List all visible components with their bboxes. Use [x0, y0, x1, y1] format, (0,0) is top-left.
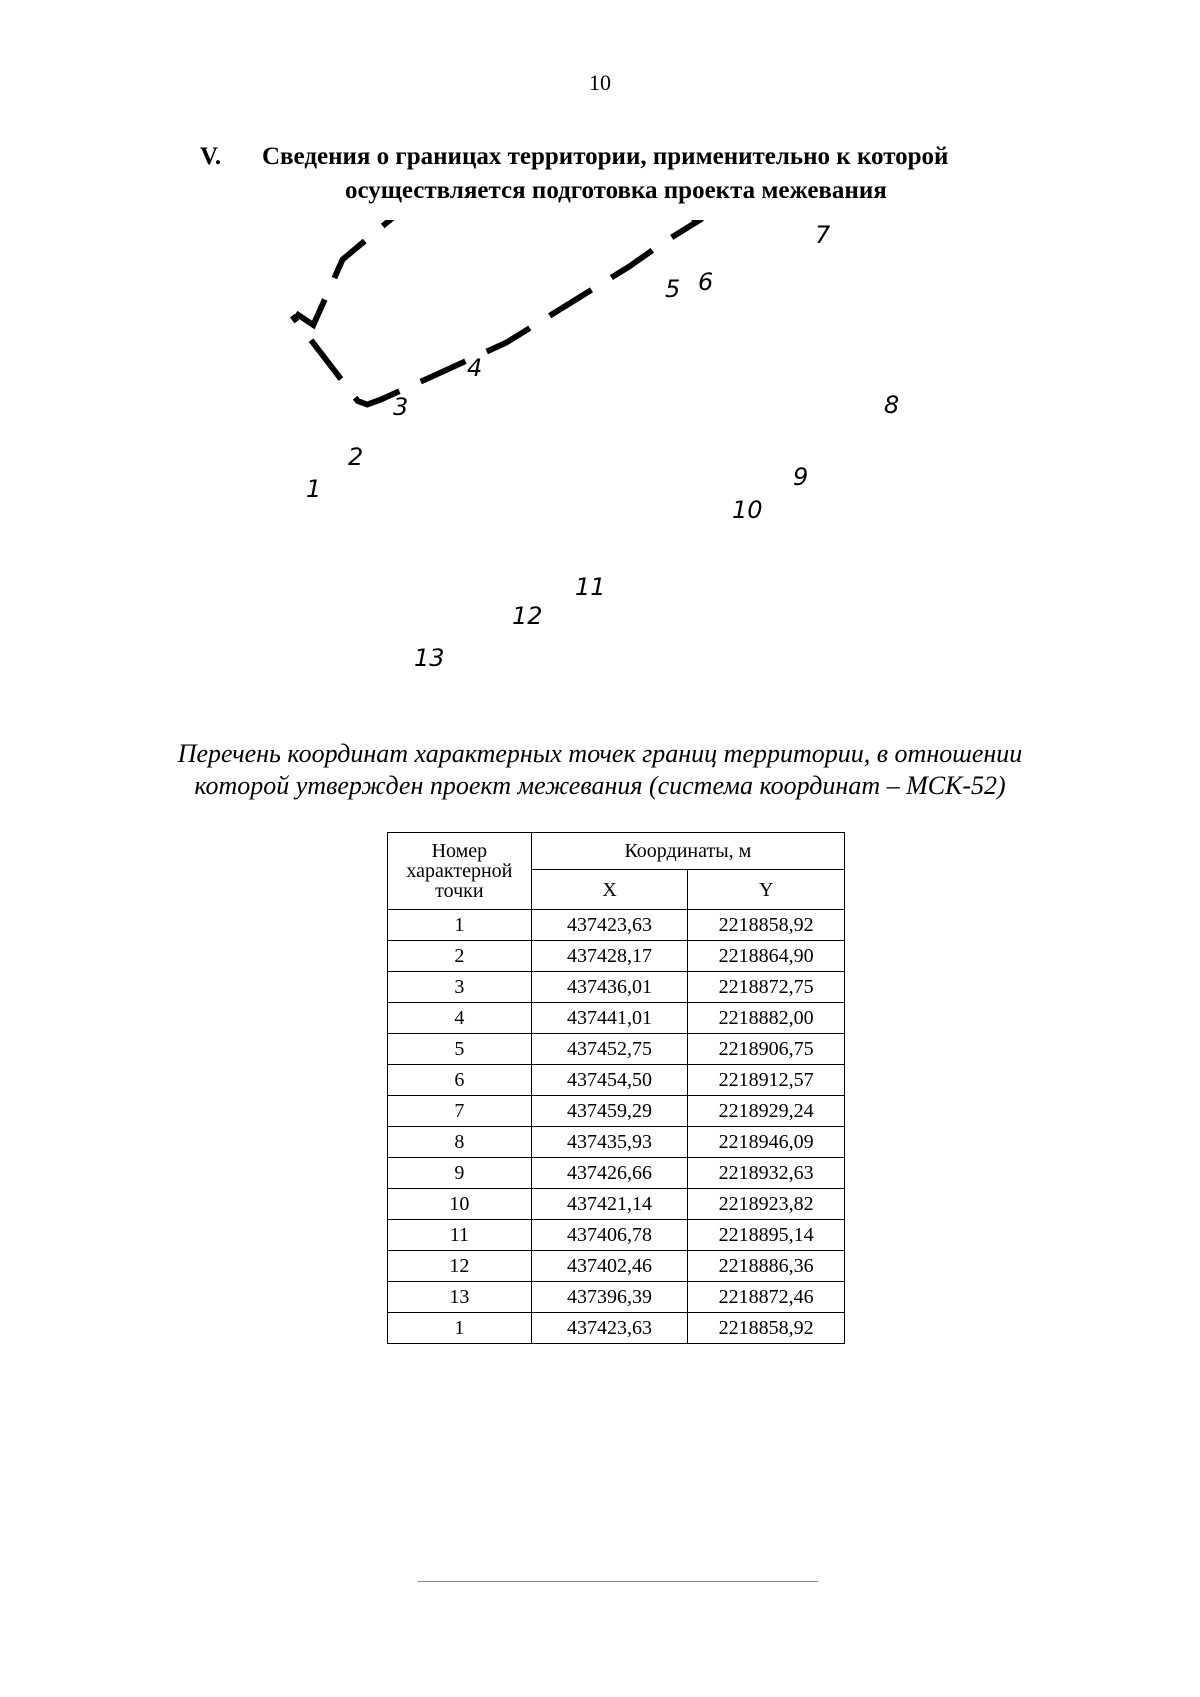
table-row	[388, 1127, 845, 1158]
point-label: 2	[348, 443, 364, 471]
footer-divider	[418, 1581, 818, 1582]
table-row	[388, 1158, 845, 1189]
cell-y: 2218932,63	[688, 1158, 845, 1189]
point-label: 12	[512, 602, 543, 630]
cell-point: 5	[388, 1034, 532, 1065]
cell-y: 2218872,75	[688, 972, 845, 1003]
cell-x: 437426,66	[531, 1158, 688, 1189]
section-number: V.	[200, 143, 222, 170]
point-labels	[306, 221, 899, 672]
caption-line-1: Перечень координат характерных точек границ территории, в отношении	[177, 739, 1023, 768]
boundary-polyline	[292, 220, 698, 405]
header-coordinates: Координаты, м	[531, 833, 844, 870]
cell-point: 3	[388, 972, 532, 1003]
cell-x: 437452,75	[531, 1034, 688, 1065]
cell-y: 2218929,24	[688, 1096, 845, 1127]
coordinates-table-body	[388, 910, 845, 1344]
table-row	[388, 1096, 845, 1127]
table-row	[388, 910, 845, 941]
cell-point: 11	[388, 1220, 532, 1251]
cell-x: 437454,50	[531, 1065, 688, 1096]
table-row	[388, 1251, 845, 1282]
section-title-line-1: Сведения о границах территории, применительно к которой	[262, 143, 949, 170]
coordinates-table	[387, 832, 845, 1344]
header-x: X	[531, 870, 688, 910]
cell-point: 6	[388, 1065, 532, 1096]
point-label: 8	[884, 391, 900, 419]
point-label: 11	[575, 573, 606, 601]
cell-x: 437459,29	[531, 1096, 688, 1127]
caption-line-2: которой утвержден проект межевания (система координат – МСК-52)	[194, 771, 1006, 800]
cell-point: 9	[388, 1158, 532, 1189]
boundary-svg	[280, 220, 940, 720]
cell-point: 8	[388, 1127, 532, 1158]
boundary-diagram	[280, 220, 940, 725]
table-row	[388, 1189, 845, 1220]
section-title-line-2: осуществляется подготовка проекта межевания	[345, 177, 887, 204]
cell-y: 2218895,14	[688, 1220, 845, 1251]
header-y: Y	[688, 870, 845, 910]
cell-point: 4	[388, 1003, 532, 1034]
point-label: 9	[793, 463, 809, 491]
cell-point: 12	[388, 1251, 532, 1282]
cell-y: 2218858,92	[688, 1313, 845, 1344]
cell-x: 437402,46	[531, 1251, 688, 1282]
cell-x: 437406,78	[531, 1220, 688, 1251]
cell-x: 437441,01	[531, 1003, 688, 1034]
table-row	[388, 1220, 845, 1251]
point-label: 5	[665, 275, 681, 303]
cell-point: 7	[388, 1096, 532, 1127]
cell-y: 2218858,92	[688, 910, 845, 941]
header-point-number: Номер характерной точки	[388, 833, 532, 910]
cell-y: 2218864,90	[688, 941, 845, 972]
cell-x: 437436,01	[531, 972, 688, 1003]
cell-y: 2218906,75	[688, 1034, 845, 1065]
cell-x: 437423,63	[531, 910, 688, 941]
point-label: 10	[732, 496, 763, 524]
point-label: 3	[393, 393, 409, 421]
table-row	[388, 1313, 845, 1344]
cell-y: 2218882,00	[688, 1003, 845, 1034]
cell-y: 2218923,82	[688, 1189, 845, 1220]
point-label: 4	[467, 354, 483, 382]
cell-x: 437428,17	[531, 941, 688, 972]
table-row	[388, 972, 845, 1003]
table-row	[388, 1282, 845, 1313]
cell-point: 10	[388, 1189, 532, 1220]
point-label: 1	[306, 475, 322, 503]
point-label: 13	[414, 644, 445, 672]
point-label: 7	[815, 221, 831, 249]
table-row	[388, 1065, 845, 1096]
cell-point: 1	[388, 910, 532, 941]
cell-x: 437423,63	[531, 1313, 688, 1344]
cell-point: 13	[388, 1282, 532, 1313]
table-caption	[0, 738, 1200, 802]
cell-y: 2218946,09	[688, 1127, 845, 1158]
cell-x: 437421,14	[531, 1189, 688, 1220]
point-label: 6	[698, 268, 714, 296]
cell-y: 2218912,57	[688, 1065, 845, 1096]
cell-y: 2218886,36	[688, 1251, 845, 1282]
cell-point: 2	[388, 941, 532, 972]
cell-point: 1	[388, 1313, 532, 1344]
cell-x: 437435,93	[531, 1127, 688, 1158]
cell-y: 2218872,46	[688, 1282, 845, 1313]
cell-x: 437396,39	[531, 1282, 688, 1313]
table-row	[388, 941, 845, 972]
page-number: 10	[589, 70, 611, 95]
table-row	[388, 1034, 845, 1065]
table-row	[388, 1003, 845, 1034]
